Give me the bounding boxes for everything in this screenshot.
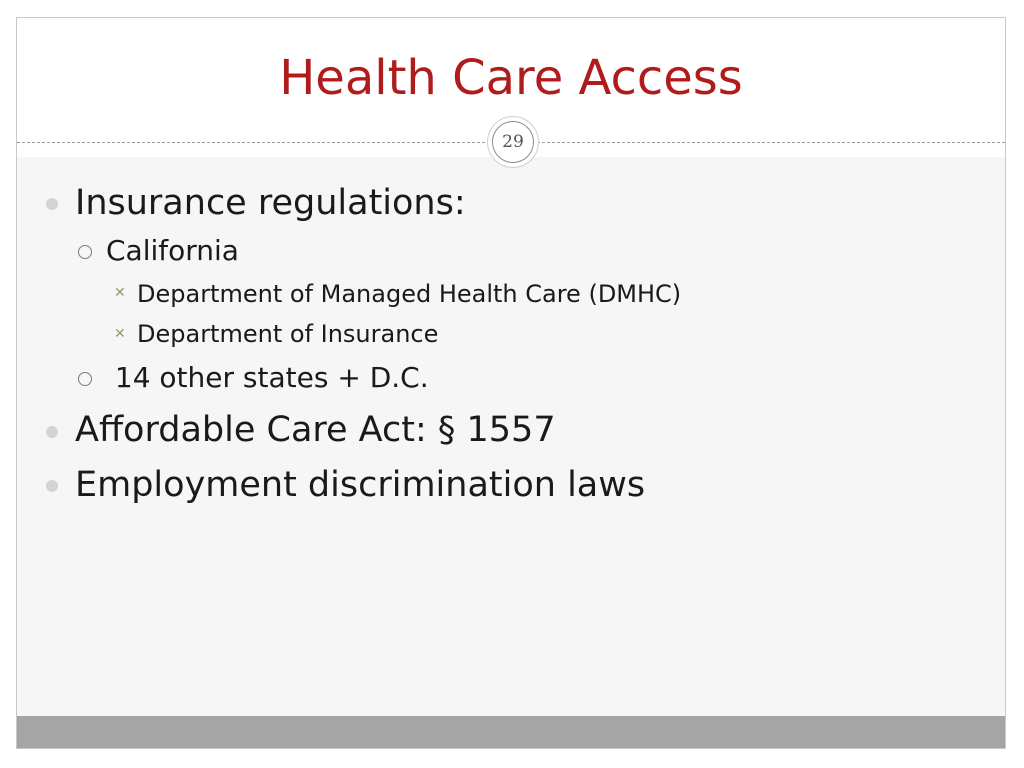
star-bullet-icon: ✕ [114, 285, 126, 301]
bullet-dot-icon [46, 480, 58, 492]
star-bullet-icon: ✕ [114, 326, 126, 342]
bullet-employment-discrimination: Employment discrimination laws [75, 465, 646, 505]
bullet-california: California [106, 234, 239, 267]
slide [16, 17, 1006, 749]
bullet-other-states: 14 other states + D.C. [106, 361, 429, 394]
bullet-dmhc: Department of Managed Health Care (DMHC) [137, 280, 682, 308]
bullet-dot-icon [46, 426, 58, 438]
footer-bar [17, 716, 1005, 749]
bullet-affordable-care-act: Affordable Care Act: § 1557 [75, 410, 556, 450]
page-number-badge [487, 116, 539, 168]
slide-title: Health Care Access [279, 50, 743, 106]
hollow-circle-icon [78, 245, 92, 259]
bullet-department-of-insurance: Department of Insurance [137, 320, 439, 348]
bullet-insurance-regulations: Insurance regulations: [75, 183, 466, 223]
page-number: 29 [492, 121, 534, 163]
hollow-circle-icon [78, 372, 92, 386]
bullet-dot-icon [46, 198, 58, 210]
